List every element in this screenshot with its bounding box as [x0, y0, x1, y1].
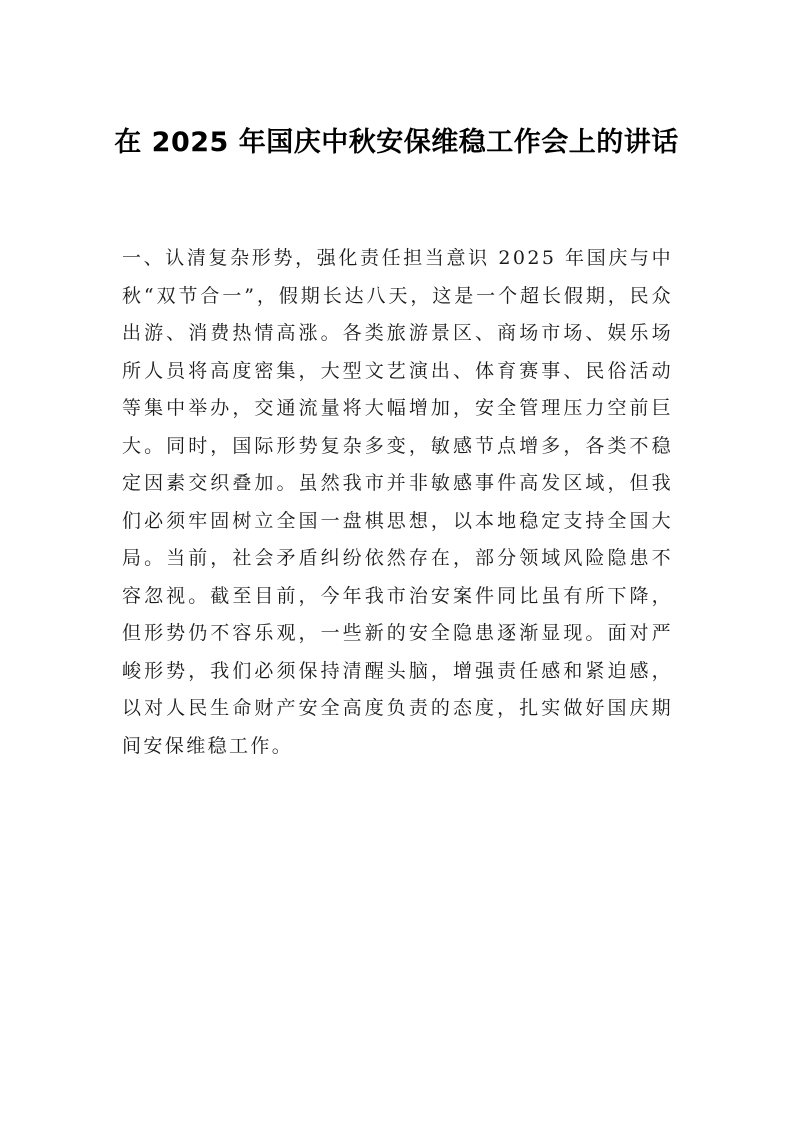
body-paragraph: 一、认清复杂形势，强化责任担当意识 2025 年国庆与中秋“双节合一”，假期长达八天，这是一个超长假期，民众出游、消费热情高涨。各类旅游景区、商场市场、娱乐场所人员将高度密集，大型文艺演出、体育赛事、民俗活动等集中举办，交通流量将大幅增加，安全管理压力空前巨大。同时，国际形势复杂多变，敏感节点增多，各类不稳定因素交织叠加。虽然我市并非敏感事件高发区域，但我们必须牢固树立全国一盘棋思想，以本地稳定支持全国大局。当前，社会矛盾纠纷依然存在，部分领域风险隐患不容忽视。截至目前，今年我市治安案件同比虽有所下降，但形势仍不容乐观，一些新的安全隐患逐渐显现。面对严峻形势，我们必须保持清醒头脑，增强责任感和紧迫感，以对人民生命财产安全高度负责的态度，扎实做好国庆期间安保维稳工作。	[122, 247, 673, 757]
document-title: 在 2025 年国庆中秋安保维稳工作会上的讲话	[114, 127, 679, 158]
